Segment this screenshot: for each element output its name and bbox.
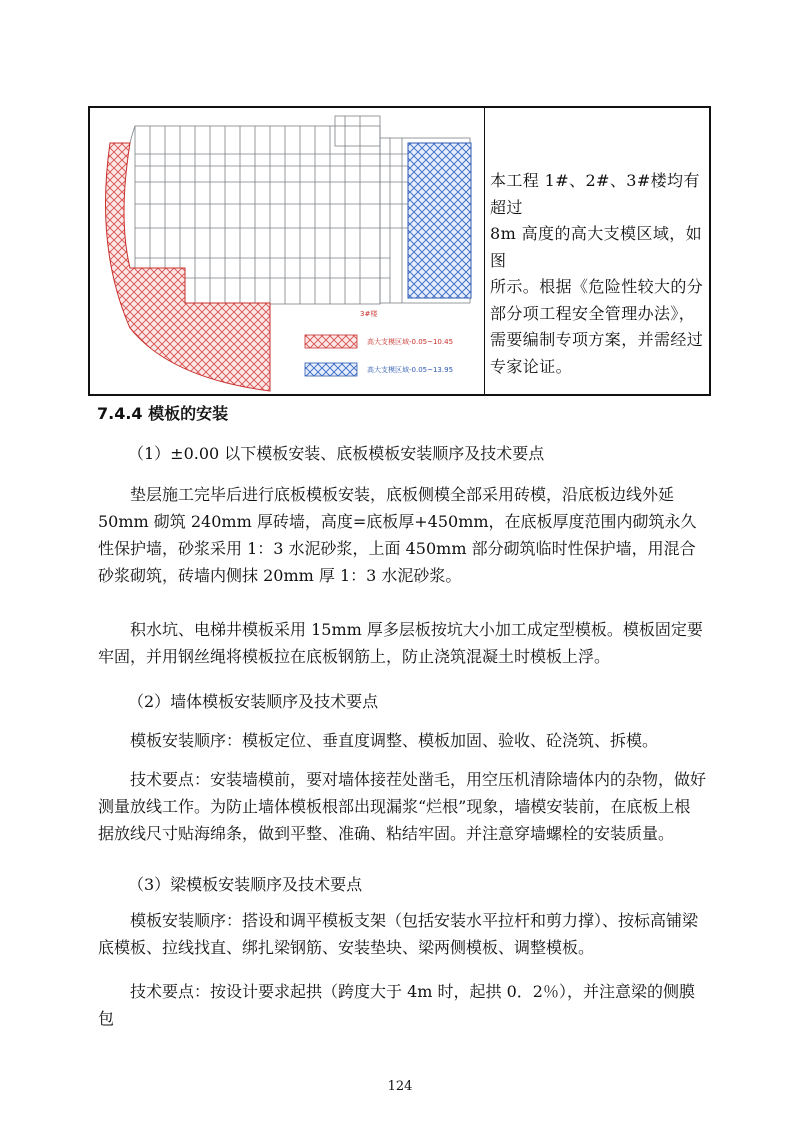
subheading-1: （1）±0.00 以下模板安装、底板模板安装顺序及技术要点 — [128, 444, 545, 463]
figure-description-line: 专家论证。 — [490, 356, 573, 376]
floor-plan-drawing — [90, 108, 485, 396]
subheading-2: （2）墙体模板安装顺序及技术要点 — [128, 692, 379, 711]
legend-label-red: 高大支模区域-0.05~10.45 — [367, 338, 454, 346]
section-heading: 7.4.4 模板的安装 — [97, 404, 229, 423]
figure-description — [490, 168, 705, 380]
page-number: 124 — [387, 1079, 413, 1094]
floor-plan-figure — [90, 108, 485, 394]
figure-description-line: 需要编制专项方案，并需经过 — [490, 330, 704, 349]
blue-hatched-region — [408, 143, 471, 298]
paragraph: 垫层施工完毕后进行底板模板安装，底板侧模全部采用砖模，沿底板边线外延 50mm 砌筑 240mm 厚砖墙，高度=底板厚+450mm，在底板厚度范围内砌筑永久性保护墙，砂浆采用 1：3 水泥砂浆，上面 450mm 部分砌筑临时性保护墙，用混合砂浆砌筑，砖墙内侧抹 20mm 厚 1：3 水泥砂浆。 — [98, 485, 697, 585]
red-hatched-region — [106, 143, 271, 391]
paragraph: 模板安装顺序：搭设和调平模板支架（包括安装水平拉杆和剪力撑）、按标高铺梁底模板、拉线找直、绑扎梁钢筋、安装垫块、梁两侧模板、调整模板。 — [98, 911, 699, 957]
legend-label-blue: 高大支模区域-0.05~13.95 — [367, 366, 454, 374]
paragraph: 模板安装顺序：模板定位、垂直度调整、模板加固、验收、砼浇筑、拆模。 — [130, 731, 659, 750]
figure-description-line: 所示。根据《危险性较大的分 — [490, 277, 704, 296]
building-label: 3#楼 — [360, 310, 378, 318]
figure-description-line: 本工程 1#、2#、3#楼均有超过 — [490, 171, 700, 217]
paragraph: 技术要点：按设计要求起拱（跨度大于 4m 时，起拱 0．2％），并注意梁的侧膜包 — [98, 982, 695, 1028]
paragraph: 积水坑、电梯井模板采用 15mm 厚多层板按坑大小加工成定型模板。模板固定要牢固，并用钢丝绳将模板拉在底板钢筋上，防止浇筑混凝土时模板上浮。 — [98, 620, 703, 666]
subheading-3: （3）梁模板安装顺序及技术要点 — [128, 875, 363, 894]
figure-table — [88, 106, 711, 396]
legend — [305, 335, 453, 376]
figure-description-line: 8m 高度的高大支模区域，如图 — [490, 224, 703, 270]
paragraph: 技术要点：安装墙模前，要对墙体接茬处凿毛，用空压机清除墙体内的杂物，做好测量放线工作。为防止墙体模板根部出现漏浆“烂根”现象，墙模安装前，在底板上根据放线尺寸贴海绵条，做到平整、准确、粘结牢固。并注意穿墙螺栓的安装质量。 — [98, 770, 707, 843]
figure-description-line: 部分项工程安全管理办法》， — [490, 303, 696, 323]
